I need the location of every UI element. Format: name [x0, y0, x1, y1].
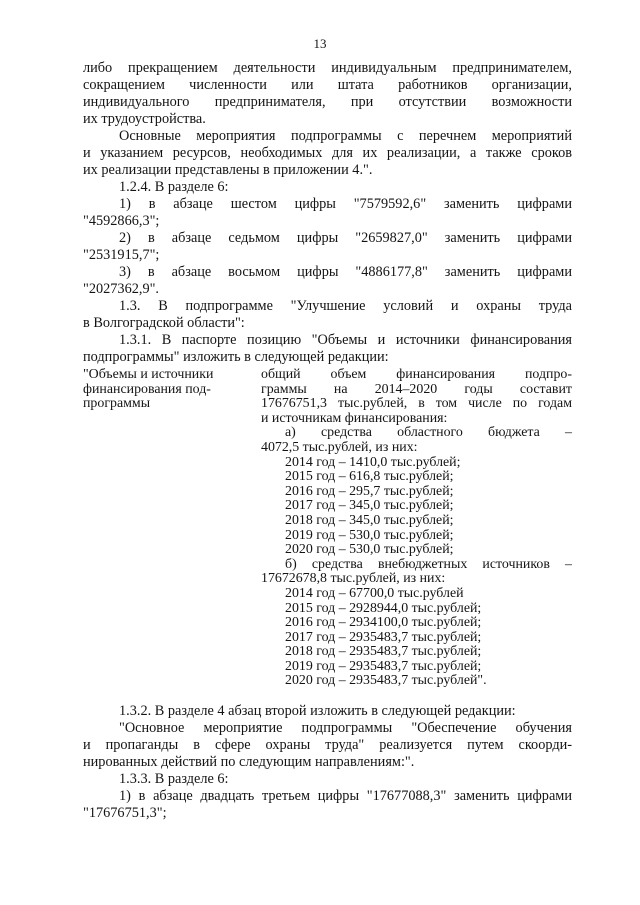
- extra-year-row: 2020 год – 2935483,7 тыс.рублей".: [285, 673, 487, 689]
- text-line: и пропаганды в сфере охраны труда" реализуется путем скоорди-: [83, 737, 572, 753]
- item-133-1: [83, 788, 572, 822]
- text-line: в Волгоградской области":: [83, 315, 245, 331]
- section-heading-124: 1.2.4. В разделе 6:: [119, 179, 229, 195]
- text-line: их реализации представлены в приложении 4.".: [83, 162, 373, 178]
- text-line: 2) в абзаце седьмом цифры "2659827,0" заменить цифрами: [119, 230, 572, 246]
- text-line: "Объемы и источники: [83, 367, 214, 382]
- regional-year-row: 2014 год – 1410,0 тыс.рублей;: [285, 454, 461, 470]
- text-line: "2027362,9".: [83, 281, 160, 297]
- text-line: и источникам финансирования:: [261, 410, 448, 426]
- text-line: сокращением численности или штата работников организации,: [83, 77, 572, 93]
- text-line: нированных действий по следующим направлениям:".: [83, 754, 415, 770]
- text-line: 1.3. В подпрограмме "Улучшение условий и охраны труда: [119, 298, 572, 314]
- document-body: [83, 60, 572, 822]
- section-13: [83, 298, 572, 332]
- text-line: "2531915,7";: [83, 247, 160, 263]
- funding-table: [83, 368, 572, 703]
- section-heading-132: 1.3.2. В разделе 4 абзац второй изложить в следующей редакции:: [119, 703, 516, 719]
- page-number: 13: [313, 36, 327, 51]
- funding-table-content: [261, 368, 572, 689]
- extra-year-row: 2015 год – 2928944,0 тыс.рублей;: [285, 600, 482, 616]
- regional-year-row: 2016 год – 295,7 тыс.рублей;: [285, 483, 454, 499]
- section-heading-133: 1.3.3. В разделе 6:: [119, 771, 229, 787]
- text-line: 4072,5 тыс.рублей, из них:: [261, 439, 418, 455]
- extra-budget-heading: б) средства внебюджетных источников –: [285, 556, 572, 572]
- funding-table-label: [83, 368, 233, 412]
- text-line: и указанием ресурсов, необходимых для их реализации, а также сроков: [83, 145, 572, 161]
- quote-132: [83, 720, 572, 771]
- item-124-3: [83, 264, 572, 298]
- text-line: 3) в абзаце восьмом цифры "4886177,8" заменить цифрами: [119, 264, 572, 280]
- regional-year-row: 2015 год – 616,8 тыс.рублей;: [285, 469, 454, 485]
- text-line: 17672678,8 тыс.рублей, из них:: [261, 571, 446, 587]
- extra-year-row: 2018 год – 2935483,7 тыс.рублей;: [285, 644, 482, 660]
- top-paragraph: [83, 60, 572, 128]
- text-line: 1.3.1. В паспорте позицию "Объемы и источники финансирования: [119, 332, 572, 348]
- text-line: 1) в абзаце шестом цифры "7579592,6" заменить цифрами: [119, 196, 572, 212]
- text-line: общий объем финансирования подпро-: [261, 367, 572, 382]
- text-line: "4592866,3";: [83, 213, 160, 229]
- text-line: индивидуального предпринимателя, при отсутствии возможности: [83, 94, 572, 110]
- text-line: 1) в абзаце двадцать третьем цифры "17677088,3" заменить цифрами: [119, 788, 572, 804]
- text-line: финансирования под-: [83, 381, 211, 397]
- extra-year-row: 2017 год – 2935483,7 тыс.рублей;: [285, 629, 482, 645]
- extra-year-row: 2014 год – 67700,0 тыс.рублей: [285, 585, 464, 601]
- regional-year-row: 2018 год – 345,0 тыс.рублей;: [285, 512, 454, 528]
- main-events-paragraph: [83, 128, 572, 179]
- text-line: программы: [83, 396, 151, 412]
- text-line: подпрограммы" изложить в следующей редакции:: [83, 349, 389, 365]
- regional-year-row: 2020 год – 530,0 тыс.рублей;: [285, 542, 454, 558]
- item-124-1: [83, 196, 572, 230]
- regional-year-row: 2017 год – 345,0 тыс.рублей;: [285, 498, 454, 514]
- text-line: их трудоустройства.: [83, 111, 206, 127]
- extra-year-row: 2016 год – 2934100,0 тыс.рублей;: [285, 615, 482, 631]
- text-line: "17676751,3";: [83, 805, 167, 821]
- regional-budget-heading: а) средства областного бюджета –: [285, 425, 572, 441]
- text-line: граммы на 2014–2020 годы составит: [261, 381, 572, 397]
- text-line: "Основное мероприятие подпрограммы "Обеспечение обучения: [119, 720, 572, 736]
- item-124-2: [83, 230, 572, 264]
- text-line: либо прекращением деятельности индивидуальным предпринимателем,: [83, 60, 572, 76]
- section-131: [83, 332, 572, 366]
- text-line: Основные мероприятия подпрограммы с перечнем мероприятий: [119, 128, 572, 144]
- regional-year-row: 2019 год – 530,0 тыс.рублей;: [285, 527, 454, 543]
- extra-year-row: 2019 год – 2935483,7 тыс.рублей;: [285, 658, 482, 674]
- text-line: 17676751,3 тыс.рублей, в том числе по годам: [261, 396, 572, 412]
